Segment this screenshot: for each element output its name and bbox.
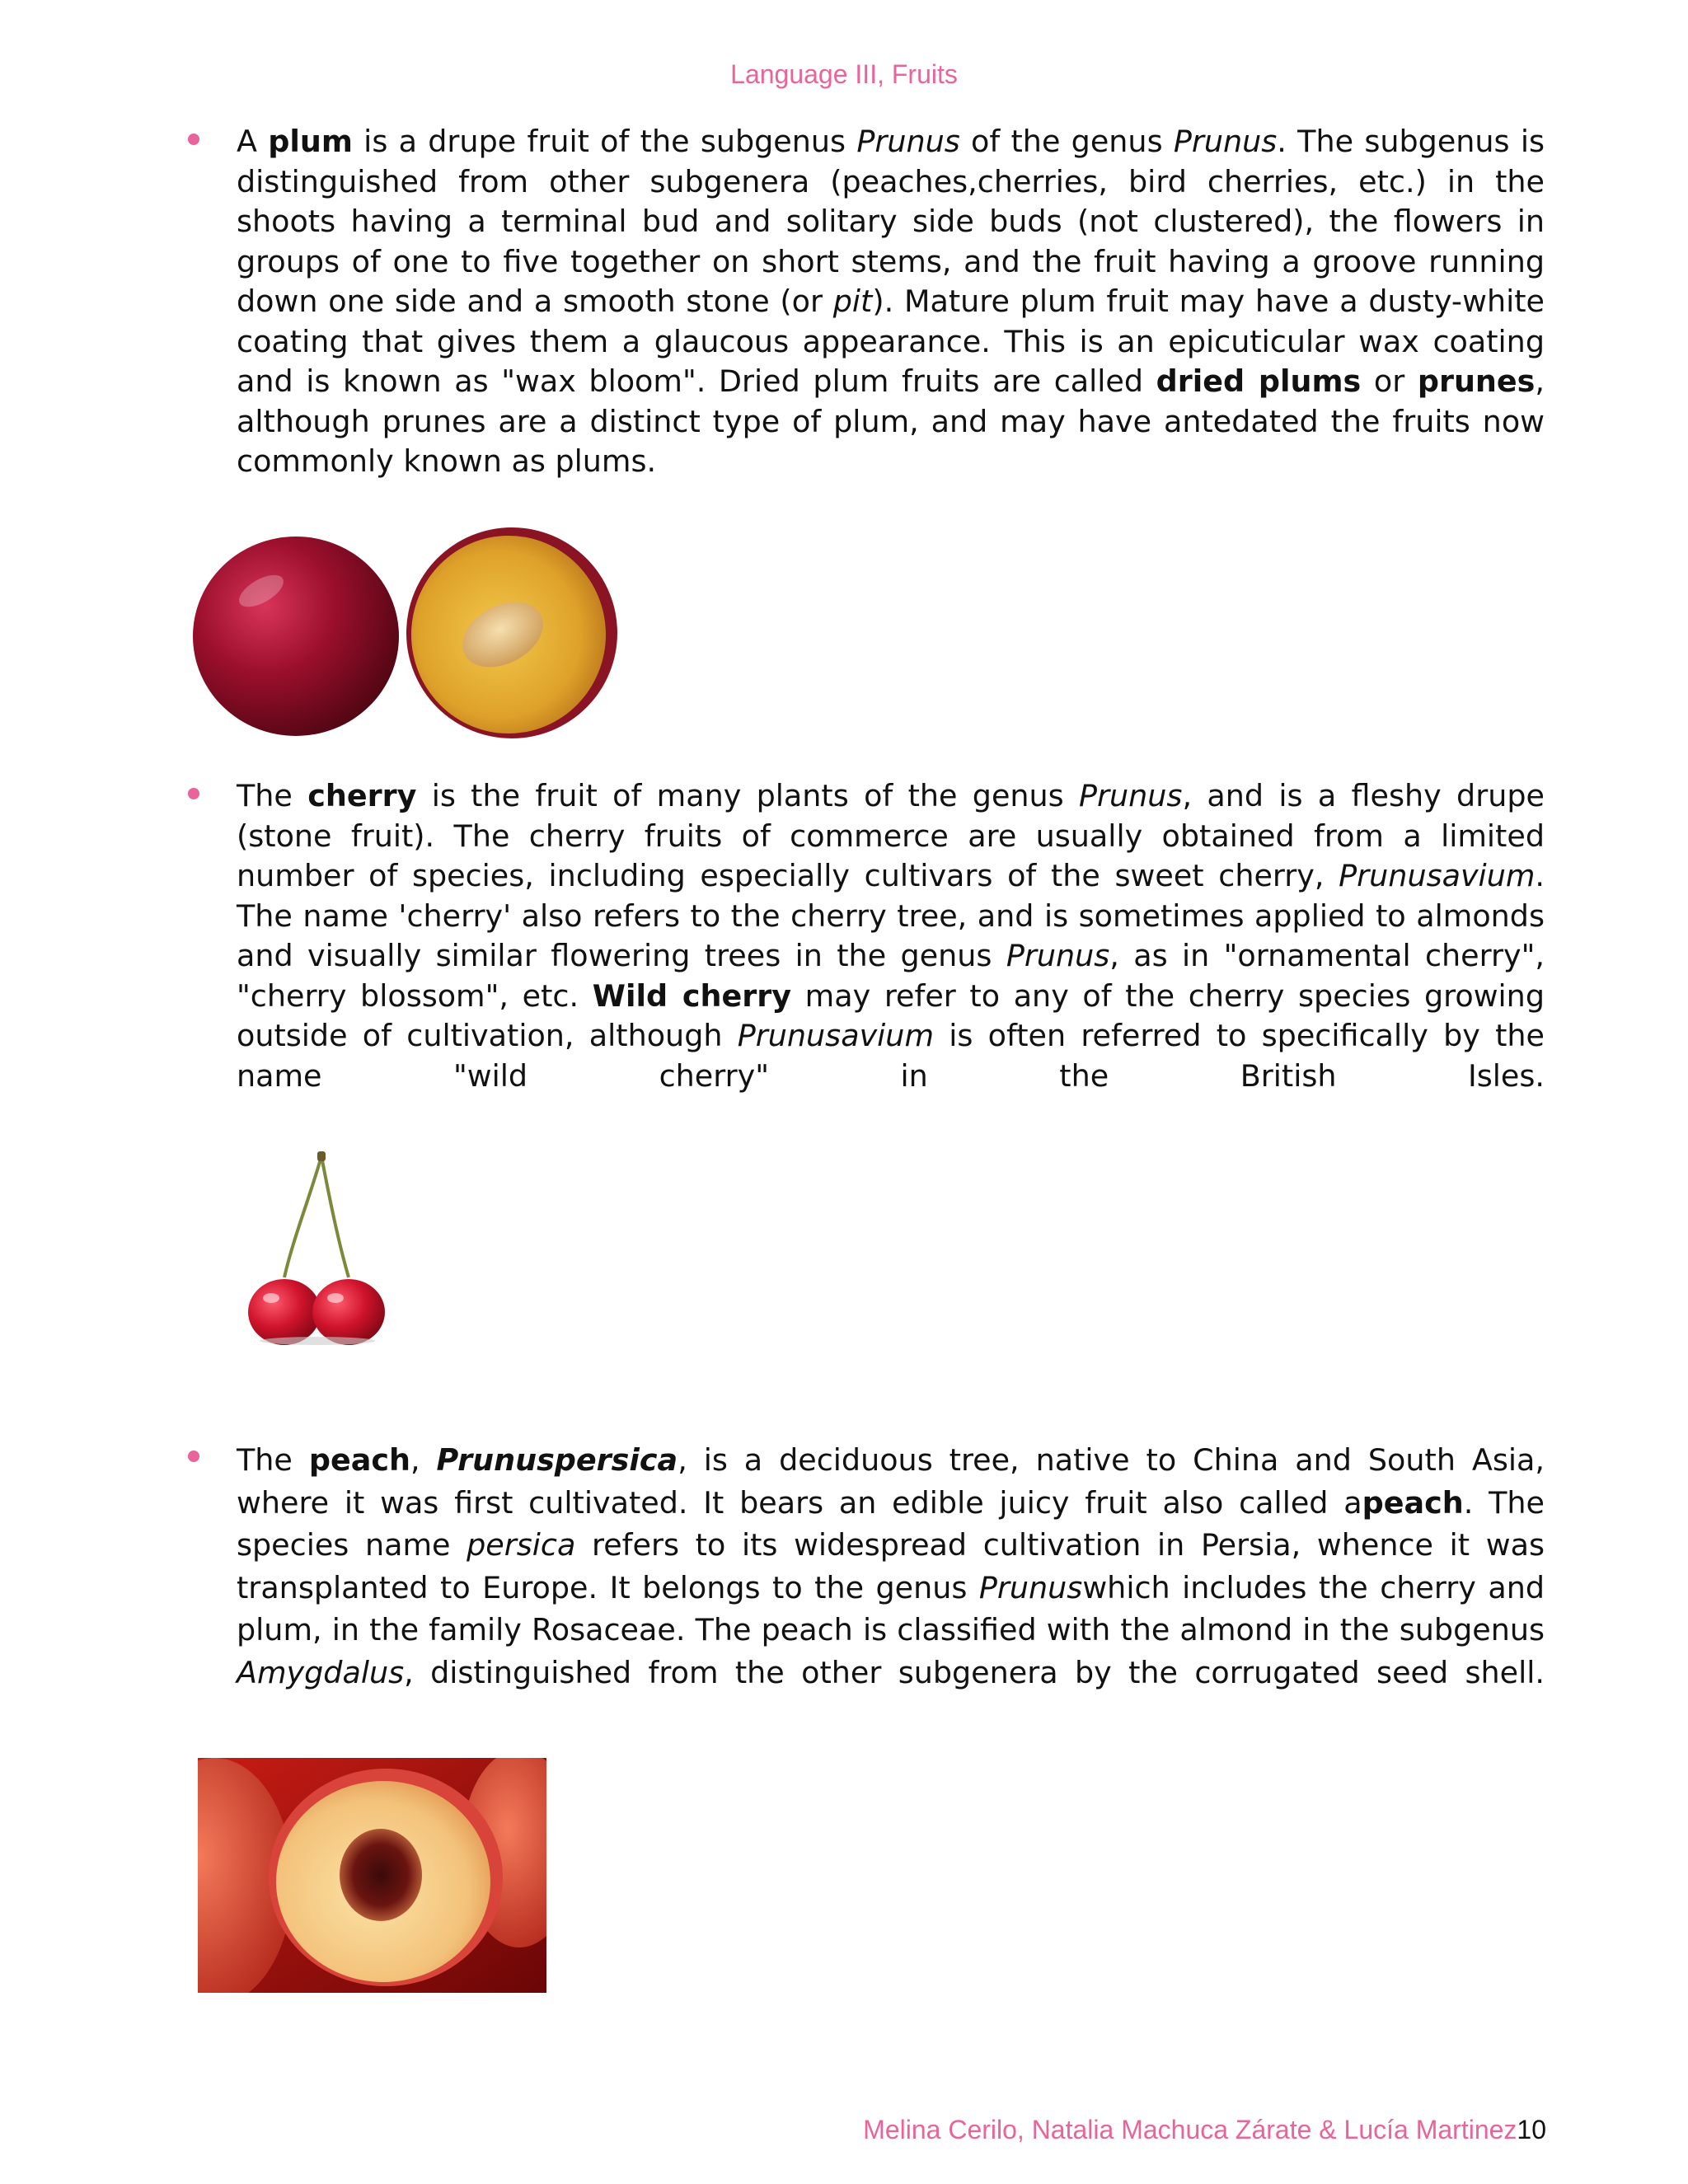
- cherry-entry: [190, 776, 1550, 1096]
- whole-plum: [193, 537, 399, 736]
- plum-paragraph: A plum is a drupe fruit of the subgenus Prunus of the genus Prunus. The subgenus is distinguished from other subgenera (peaches,cherries, bird cherries, etc.) in the shoots having a terminal bud and solitary side buds (not clustered), the flowers in groups of one to five together on short stems, and the fruit having a groove running down one side and a smooth stone (or pit). Mature plum fruit may have a dusty-white coating that gives them a glaucous appearance. This is an epicuticular wax coating and is known as "wax bloom". Dried plum fruits are called dried plums or prunes, although prunes are a distinct type of plum, and may have antedated the fruits now commonly known as plums.: [237, 124, 1545, 479]
- bullet-icon: [188, 788, 199, 799]
- bullet-icon: [188, 1451, 199, 1462]
- plum-image: [185, 523, 631, 746]
- page-number: 10: [1517, 2115, 1546, 2144]
- page-footer: [863, 2115, 1546, 2145]
- page-header: Language III, Fruits: [730, 59, 958, 89]
- cherry-paragraph: The cherry is the fruit of many plants of the genus Prunus, and is a fleshy drupe (stone fruit). The cherry fruits of commerce are usually obtained from a limited number of species, including especially cultivars of the sweet cherry, Prunusavium. The name 'cherry' also refers to the cherry tree, and is sometimes applied to almonds and visually similar flowering trees in the genus Prunus, as in "ornamental cherry", "cherry blossom", etc. Wild cherry may refer to any of the cherry species growing outside of cultivation, although Prunusavium is often referred to specifically by the name "wild cherry" in the British Isles.: [237, 778, 1545, 1094]
- cherry-image: [235, 1150, 400, 1347]
- bullet-icon: [188, 134, 199, 145]
- peach-pit: [340, 1829, 422, 1921]
- peach-image: [198, 1758, 546, 1993]
- peach-entry: [190, 1439, 1550, 1694]
- cherry-left: [248, 1279, 321, 1345]
- plum-entry: [190, 122, 1550, 482]
- footer-authors: Melina Cerilo, Natalia Machuca Zárate & Lucía Martinez: [863, 2115, 1517, 2144]
- cherry-right: [312, 1279, 385, 1345]
- peach-paragraph: The peach, Prunuspersica, is a deciduous tree, native to China and South Asia, where it was first cultivated. It bears an edible juicy fruit also called apeach. The species name persica refers to its widespread cultivation in Persia, whence it was transplanted to Europe. It belongs to the genus Prunuswhich includes the cherry and plum, in the family Rosaceae. The peach is classified with the almond in the subgenus Amygdalus, distinguished from the other subgenera by the corrugated seed shell.: [237, 1442, 1545, 1690]
